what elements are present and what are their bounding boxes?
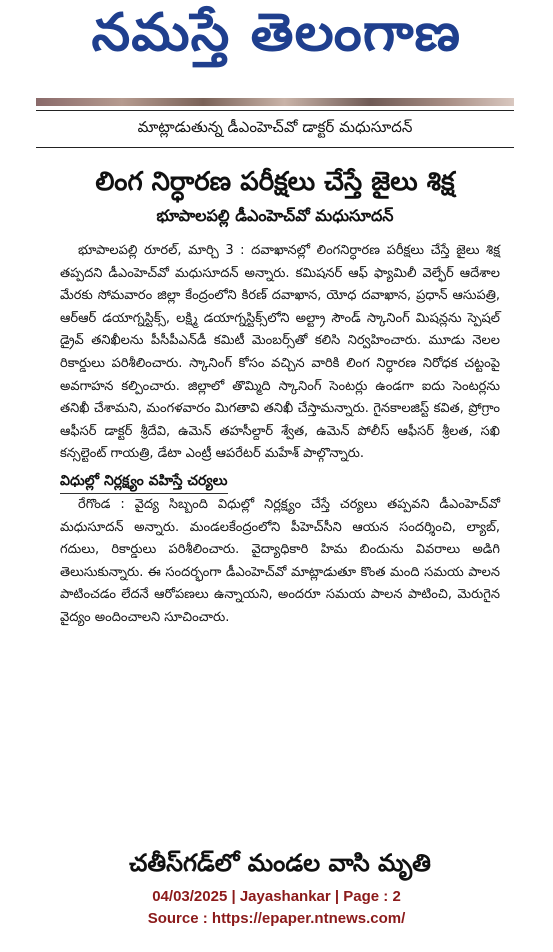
footer-source <box>0 886 553 930</box>
newspaper-masthead <box>0 0 553 78</box>
article-paragraph: భూపాలపల్లి రూరల్, మార్చి 3 : దవాఖానల్లో లింగనిర్ధారణ పరీక్షలు చేస్తే జైలు శిక్ష తప్పదని డీఎంహెచ్‌వో మధుసూదన్ అన్నారు. కమిషనర్ ఆఫ్ ఫ్యామిలీ వెల్ఫేర్ ఆదేశాల మేరకు సోమవారం జిల్లా కేంద్రంలోని కిరణ్ దవాఖాన, యోధ దవాఖాన, ప్రధాన్ ఆసుపత్రి, ఆర్‌ఆర్ డయాగ్నస్టిక్స్, లక్ష్మి డయాగ్నస్టిక్స్‌లోని అల్ట్రా సౌండ్ స్కానింగ్ మిషన్లను స్పెషల్ డ్రైవ్ తనిఖీలను పీసీపీఎన్‌డీ కమిటీ మెంబర్స్‌తో కలిసి నిర్వహించారు. మూడు నెలల రికార్డులు పరిశీలించారు. స్కానింగ్ కోసం వచ్చిన వారికి లింగ నిర్ధారణ నిరోధక చట్టంపై అవగాహన కల్పించారు. జిల్లాలో తొమ్మిది స్కానింగ్ సెంటర్లు ఉండగా ఐదు సెంటర్లను తనిఖీ చేశామని, మంగళవారం మిగతావి తనిఖీ చేస్తామన్నారు. గైనకాలజిస్ట్ కవిత, ప్రోగ్రాం ఆఫీసర్ డాక్టర్ శ్రీదేవి, ఉమెన్ తహసీల్దార్ శ్వేత, ఉమెన్ పోలీస్ ఆఫీసర్ శ్రీలత, సఖి కన్సల్టెంట్ గాయత్రి, డేటా ఎంట్రీ ఆపరేటర్ మహేశ్ పాల్గొన్నారు. <box>60 243 500 462</box>
article-subheadline: భూపాలపల్లి డీఎంహెచ్‌వో మధుసూదన్ <box>156 206 394 225</box>
next-article-headline: చతీస్‌గడ్‌లో మండల వాసి మృతి <box>129 849 431 877</box>
article-headline: లింగ నిర్ధారణ పరీక్షలు చేస్తే జైలు శిక్ష <box>95 167 455 197</box>
article-body <box>60 240 500 630</box>
photo-bottom-edge <box>36 98 514 106</box>
article-paragraph: రేగొండ : వైద్య సిబ్బంది విధుల్లో నిర్లక్ష్యం చేస్తే చర్యలు తప్పవని డీఎంహెచ్‌వో మధుసూదన్ అన్నారు. మండలకేంద్రంలోని పీహెచ్‌సీని ఆయన సందర్శించి, ల్యాబ్, గదులు, రికార్డులు పరిశీలించారు. వైద్యాధికారి హిమ బిందును వివరాలు అడిగి తెలుసుకున్నారు. ఈ సందర్భంగా డీఎంహెచ్‌వో మాట్లాడుతూ కొంత మంది సమయ పాలన పాటించడం లేదనే ఆరోపణలు ఉన్నాయని, అందరూ సమయ పాలన పాటించి, మెరుగైన వైద్యం అందించాలని సూచించారు. <box>60 496 500 625</box>
section-heading: విధుల్లో నిర్లక్ష్యం వహిస్తే చర్యలు <box>60 469 228 494</box>
footer-source-link[interactable]: Source : https://epaper.ntnews.com/ <box>147 910 406 927</box>
footer-date-edition: 04/03/2025 | Jayashankar | Page : 2 <box>152 888 401 905</box>
masthead-logo: నమస్తే తెలంగాణ <box>91 2 462 63</box>
photo-caption: మాట్లాడుతున్న డీఎంహెచ్‌వో డాక్టర్ మధుసూదన్ <box>36 110 514 148</box>
